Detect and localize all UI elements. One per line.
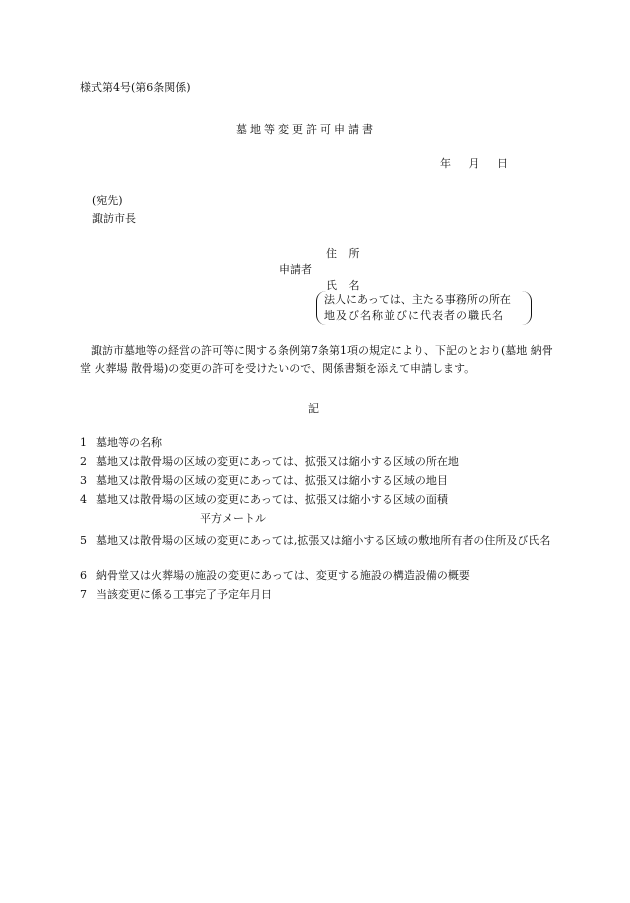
form-number: 様式第4号(第6条関係) xyxy=(80,81,191,94)
list-item xyxy=(80,494,448,505)
item-text: 墓地又は散骨場の区域の変更にあっては、拡張又は縮小する区域の所在地 xyxy=(96,455,459,468)
item-number: 4 xyxy=(80,493,87,506)
name-label: 氏 名 xyxy=(326,279,360,292)
item-text: 墓地又は散骨場の区域の変更にあっては,拡張又は縮小する区域の敷地所有者の住所及び氏名 xyxy=(96,534,551,547)
item-number: 7 xyxy=(80,588,87,601)
ki-heading: 記 xyxy=(308,402,319,415)
list-item xyxy=(80,532,560,549)
item-number: 6 xyxy=(80,569,87,582)
list-item xyxy=(80,570,470,581)
item-number: 2 xyxy=(80,455,87,468)
item-number: 3 xyxy=(80,474,87,487)
addressee-note: (宛先) xyxy=(92,194,123,207)
list-item xyxy=(80,456,459,467)
item-text: 当該変更に係る工事完了予定年月日 xyxy=(96,588,272,601)
list-item xyxy=(80,589,272,600)
item-text: 墓地又は散骨場の区域の変更にあっては、拡張又は縮小する区域の地目 xyxy=(96,474,448,487)
item-number: 5 xyxy=(80,534,87,547)
document-title: 墓地等変更許可申請書 xyxy=(236,123,376,136)
date-line: 年 月 日 xyxy=(440,157,508,170)
item-text: 納骨堂又は火葬場の施設の変更にあっては、変更する施設の構造設備の概要 xyxy=(96,569,470,582)
applicant-label: 申請者 xyxy=(279,263,312,276)
corporate-note-line2: 地及び名称並びに代表者の職氏名 xyxy=(324,309,504,322)
item-text: 墓地等の名称 xyxy=(96,436,162,449)
address-label: 住 所 xyxy=(326,247,360,260)
list-item xyxy=(80,437,162,448)
addressee: 諏訪市長 xyxy=(92,212,136,225)
item-number: 1 xyxy=(80,436,87,449)
list-item xyxy=(80,475,448,486)
body-text: 諏訪市墓地等の経営の許可等に関する条例第7条第1項の規定により、下記のとおり(墓地 納骨堂 火葬場 散骨場)の変更の許可を受けたいので、関係書類を添えて申請します。 xyxy=(80,344,553,375)
corporate-note-line1: 法人にあっては、主たる事務所の所在 xyxy=(324,293,511,306)
item-text: 墓地又は散骨場の区域の変更にあっては、拡張又は縮小する区域の面積 xyxy=(96,493,448,506)
area-unit: 平方メートル xyxy=(200,512,266,525)
